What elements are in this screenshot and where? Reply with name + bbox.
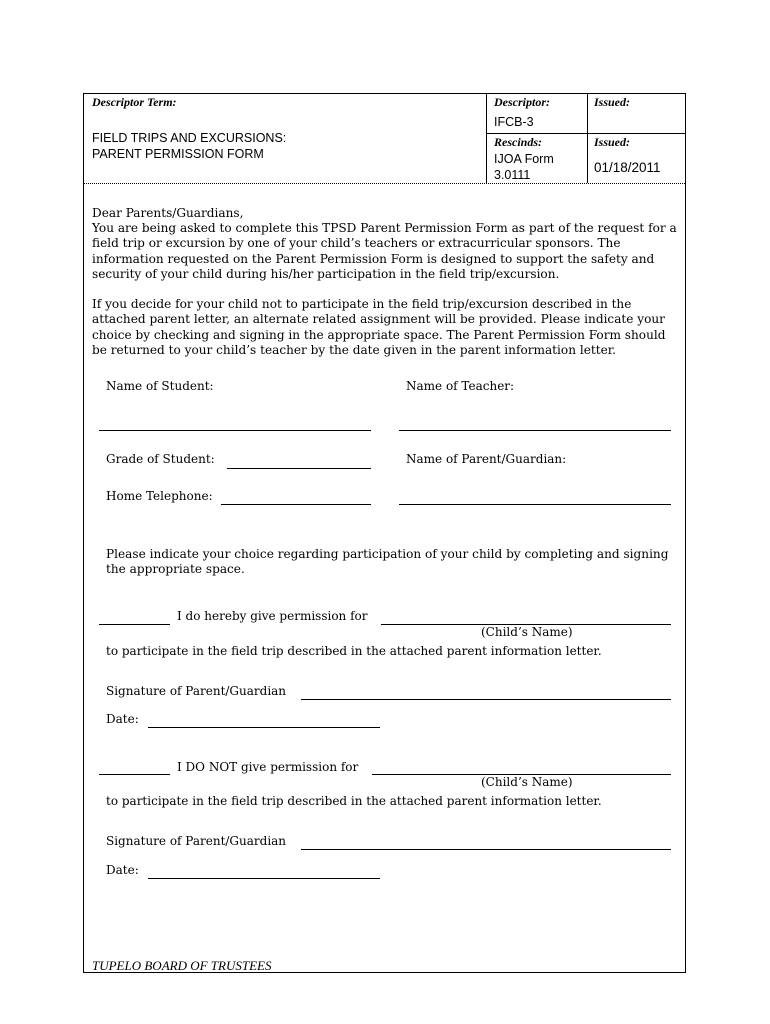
letter-p2-line: be returned to your child’s teacher by the date given in the parent information letter. [92, 343, 617, 358]
rescinds-value-line1: IJOA Form [494, 152, 554, 166]
deny-permission-label: I DO NOT give permission for [177, 760, 359, 774]
choice-instruction [106, 547, 686, 578]
header-divider-horizontal [486, 133, 686, 134]
childs-name-caption: (Child’s Name) [481, 775, 573, 789]
date-label: Date: [106, 863, 139, 877]
letter-p1-line: field trip or excursion by one of your child’s teachers or extracurricular sponsors. The [92, 236, 621, 251]
give-permission-check-field[interactable] [99, 624, 170, 625]
home-phone-field[interactable] [221, 504, 371, 505]
deny-signature-field[interactable] [301, 849, 671, 850]
issued-label: Issued: [594, 95, 631, 109]
choice-instruction-line: Please indicate your choice regarding participation of your child by completing and signing [106, 547, 669, 561]
header-divider-vertical-2 [587, 94, 588, 183]
teacher-name-label: Name of Teacher: [406, 379, 515, 393]
give-signature-field[interactable] [301, 699, 671, 700]
give-permission-label: I do hereby give permission for [177, 609, 368, 623]
signature-label: Signature of Parent/Guardian [106, 684, 287, 698]
header-bottom-rule [84, 183, 685, 184]
deny-date-field[interactable] [148, 878, 380, 879]
policy-form-page [83, 93, 686, 973]
letter-greeting: Dear Parents/Guardians, [92, 206, 244, 220]
descriptor-label: Descriptor: [494, 95, 550, 109]
date-label: Date: [106, 712, 139, 726]
letter-p2-line: If you decide for your child not to participate in the field trip/excursion described in the [92, 297, 632, 311]
rescinds-label: Rescinds: [494, 135, 542, 149]
parent-name-field[interactable] [399, 504, 671, 505]
header-divider-vertical-1 [486, 94, 487, 183]
letter-paragraph-1 [92, 221, 687, 283]
issued-label-2: Issued: [594, 135, 631, 149]
letter-p1-line: You are being asked to complete this TPSD Parent Permission Form as part of the request for a [92, 221, 677, 235]
descriptor-value: IFCB-3 [494, 115, 534, 129]
letter-p1-line: security of your child during his/her participation in the field trip/excursion. [92, 267, 560, 282]
descriptor-term-label: Descriptor Term: [92, 95, 177, 109]
rescinds-value-line2: 3.0111 [494, 168, 531, 182]
student-name-field[interactable] [99, 430, 371, 431]
issued-date: 01/18/2011 [594, 160, 661, 175]
teacher-name-field[interactable] [399, 430, 671, 431]
policy-title-line2: PARENT PERMISSION FORM [92, 147, 264, 161]
give-date-field[interactable] [148, 727, 380, 728]
student-name-label: Name of Student: [106, 379, 214, 393]
participate-statement: to participate in the field trip described in the attached parent information letter. [106, 794, 602, 808]
participate-statement: to participate in the field trip described in the attached parent information letter. [106, 644, 602, 658]
policy-title-line1: FIELD TRIPS AND EXCURSIONS: [92, 131, 287, 145]
childs-name-caption: (Child’s Name) [481, 625, 573, 639]
grade-label: Grade of Student: [106, 452, 215, 466]
signature-label: Signature of Parent/Guardian [106, 834, 287, 848]
letter-p1-line: information requested on the Parent Permission Form is designed to support the safety and [92, 251, 655, 266]
letter-paragraph-2 [92, 297, 687, 359]
parent-name-label: Name of Parent/Guardian: [406, 452, 567, 466]
deny-permission-check-field[interactable] [99, 774, 170, 775]
board-footer: TUPELO BOARD OF TRUSTEES [92, 958, 272, 973]
letter-p2-line: choice by checking and signing in the appropriate space. The Parent Permission Form should [92, 327, 666, 342]
letter-p2-line: attached parent letter, an alternate related assignment will be provided. Please indicate your [92, 312, 665, 327]
choice-instruction-line: the appropriate space. [106, 562, 245, 577]
home-phone-label: Home Telephone: [106, 489, 213, 503]
grade-field[interactable] [227, 468, 371, 469]
